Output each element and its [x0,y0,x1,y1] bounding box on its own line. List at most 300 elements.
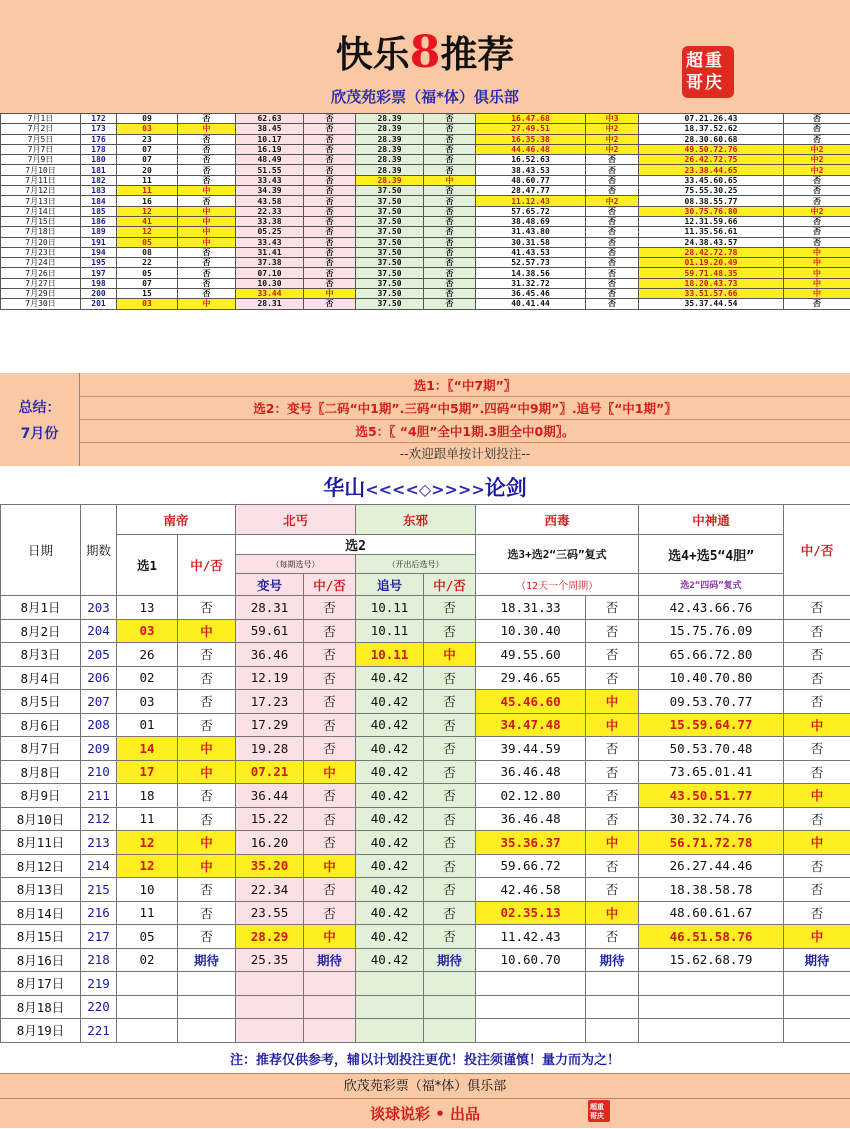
group-zhongshentong: 中神通 [639,505,784,535]
table-row [1,206,850,216]
table-cell: 10.11 [356,596,424,620]
table-cell: 212 [81,807,117,831]
table-cell: 01.19.20.49 [639,258,784,268]
table-cell: 14 [117,737,178,761]
table-cell [178,995,236,1019]
table-row [1,784,850,808]
table-cell: 否 [586,737,639,761]
table-cell: 220 [81,995,117,1019]
table-cell: 否 [424,737,476,761]
table-cell: 56.71.72.78 [639,831,784,855]
table-cell: 否 [178,690,236,714]
table-cell: 42.46.58 [476,878,586,902]
table-cell: 否 [424,237,476,247]
table-cell: 中2 [784,144,850,154]
table-cell: 否 [586,237,639,247]
table-cell: 37.50 [356,216,424,226]
table-cell: 否 [304,737,356,761]
table-cell: 否 [784,643,850,667]
table-cell: 28.29 [236,925,304,949]
table-cell [117,1019,178,1043]
table-cell [784,972,850,996]
table-cell: 28.30.60.68 [639,134,784,144]
table-cell: 18.37.52.62 [639,124,784,134]
table-cell: 17.23 [236,690,304,714]
table-cell: 7月1日 [1,114,81,124]
table-cell: 否 [424,268,476,278]
table-cell: 48.49 [236,155,304,165]
table-cell: 中 [178,619,236,643]
table-cell: 中2 [586,144,639,154]
table-cell: 16.20 [236,831,304,855]
table-cell: 8月8日 [1,760,81,784]
col-sel4-sub: 选2“四码”复式 [639,574,784,596]
table-cell: 否 [304,713,356,737]
table-cell: 否 [784,901,850,925]
table-cell: 62.63 [236,114,304,124]
table-cell: 否 [178,247,236,257]
table-cell: 43.58 [236,196,304,206]
table-cell: 189 [81,227,117,237]
table-cell: 43.50.51.77 [639,784,784,808]
table-cell: 8月14日 [1,901,81,925]
table-cell: 37.38 [236,258,304,268]
table-cell: 198 [81,278,117,288]
table-cell: 178 [81,144,117,154]
table-row [1,114,850,124]
table-cell: 中 [784,713,850,737]
table-cell: 65.66.72.80 [639,643,784,667]
table-cell: 否 [304,807,356,831]
table-cell: 09.53.70.77 [639,690,784,714]
table-cell [476,995,586,1019]
table-cell: 否 [304,186,356,196]
table-cell [236,972,304,996]
table-cell: 7月10日 [1,165,81,175]
summary-line-4: --欢迎跟单按计划投注-- [80,444,850,464]
table-cell: 52.57.73 [476,258,586,268]
table-cell: 208 [81,713,117,737]
table-cell: 49.50.72.76 [639,144,784,154]
table-cell: 28.39 [356,175,424,185]
table-cell: 否 [586,165,639,175]
table-cell: 07 [117,144,178,154]
table-row [1,175,850,185]
table-cell [586,995,639,1019]
table-cell: 11 [117,175,178,185]
table-cell: 37.50 [356,258,424,268]
table-cell: 05.25 [236,227,304,237]
table-cell: 7月7日 [1,144,81,154]
table-cell: 203 [81,596,117,620]
table-row [1,289,850,299]
table-cell: 否 [178,925,236,949]
table-cell: 214 [81,854,117,878]
table-cell: 否 [586,289,639,299]
table-cell: 176 [81,134,117,144]
table-cell: 否 [784,666,850,690]
table-cell: 否 [178,278,236,288]
table-cell: 否 [424,854,476,878]
table-cell: 36.46.48 [476,807,586,831]
table-cell: 36.44 [236,784,304,808]
table-cell [424,972,476,996]
col-sel1: 选1 [117,535,178,596]
table-cell: 07 [117,278,178,288]
table-cell: 8月3日 [1,643,81,667]
table-cell: 218 [81,948,117,972]
table-row [1,737,850,761]
table-cell: 否 [424,713,476,737]
table-cell: 30.75.76.80 [639,206,784,216]
table-cell: 10.17 [236,134,304,144]
table-cell: 194 [81,247,117,257]
table-cell: 期待 [784,948,850,972]
table-cell: 23.38.44.65 [639,165,784,175]
table-cell: 39.44.59 [476,737,586,761]
table-cell: 否 [784,175,850,185]
table-row [1,972,850,996]
table-cell: 否 [304,666,356,690]
table-cell: 否 [586,155,639,165]
col-sel2-note-b: （开出后选号） [356,555,476,574]
disclaimer-note: 注：推荐仅供参考，辅以计划投注更优！投注须谨慎！量力而为之！ [0,1050,850,1072]
table-cell [476,1019,586,1043]
table-cell: 40.42 [356,878,424,902]
table-cell: 7月15日 [1,216,81,226]
table-row [1,227,850,237]
table-cell: 否 [304,227,356,237]
table-cell: 否 [304,196,356,206]
table-cell: 8月4日 [1,666,81,690]
table-cell: 否 [178,643,236,667]
table-cell: 否 [178,175,236,185]
table-cell: 否 [784,196,850,206]
table-row [1,925,850,949]
table-cell: 否 [424,299,476,309]
table-cell: 否 [424,247,476,257]
table-cell: 180 [81,155,117,165]
table-cell: 19.28 [236,737,304,761]
table-cell: 否 [424,831,476,855]
table-row [1,134,850,144]
table-cell: 否 [178,596,236,620]
table-cell: 219 [81,972,117,996]
table-cell: 03 [117,299,178,309]
table-cell: 否 [586,854,639,878]
table-row [1,901,850,925]
col-hit-3: 中/否 [424,574,476,596]
table-cell: 否 [424,165,476,175]
table-cell: 35.37.44.54 [639,299,784,309]
table-row [1,619,850,643]
table-cell: 7月12日 [1,186,81,196]
table-cell: 中2 [784,155,850,165]
table-row [1,278,850,288]
table-row [1,1019,850,1043]
table-cell: 否 [304,901,356,925]
table-cell: 否 [424,784,476,808]
table-cell: 否 [586,807,639,831]
table-cell [356,1019,424,1043]
table-cell: 206 [81,666,117,690]
table-cell: 否 [784,114,850,124]
table-cell: 46.51.58.76 [639,925,784,949]
table-cell: 34.47.48 [476,713,586,737]
table-cell: 中2 [784,165,850,175]
table-cell: 中 [784,247,850,257]
table-cell: 否 [304,258,356,268]
table-cell: 否 [304,878,356,902]
table-cell: 40.42 [356,948,424,972]
table-cell: 10.40.70.80 [639,666,784,690]
table-cell: 17.29 [236,713,304,737]
table-cell: 59.71.48.35 [639,268,784,278]
table-cell: 否 [784,216,850,226]
table-cell [236,1019,304,1043]
table-row [1,807,850,831]
table-cell: 10.30 [236,278,304,288]
table-row [1,948,850,972]
table-cell: 34.39 [236,186,304,196]
table-cell: 否 [304,144,356,154]
table-cell: 11 [117,186,178,196]
table-cell: 中 [304,760,356,784]
table-cell: 否 [784,737,850,761]
table-cell: 183 [81,186,117,196]
section-title: 华山<<<<◇>>>>论剑 [0,470,850,506]
table-cell: 17 [117,760,178,784]
table-cell: 中3 [586,114,639,124]
table-cell: 37.50 [356,278,424,288]
table-cell: 8月6日 [1,713,81,737]
table-cell [784,995,850,1019]
table-cell: 31.32.72 [476,278,586,288]
table-cell: 8月15日 [1,925,81,949]
table-cell: 中2 [586,196,639,206]
group-xidu: 西毒 [476,505,639,535]
table-cell: 否 [178,155,236,165]
table-cell: 中 [586,690,639,714]
col-sel2: 选2 [236,535,476,555]
table-cell [117,972,178,996]
table-cell: 30.31.58 [476,237,586,247]
table-cell: 24.38.43.57 [639,237,784,247]
table-cell: 否 [586,216,639,226]
table-cell: 否 [784,134,850,144]
table-cell: 否 [178,196,236,206]
table-cell: 28.39 [356,134,424,144]
table-cell: 否 [304,268,356,278]
table-cell: 36.46.48 [476,760,586,784]
table-cell: 204 [81,619,117,643]
table-row [1,268,850,278]
table-cell: 16.35.38 [476,134,586,144]
table-cell: 否 [178,165,236,175]
table-cell: 否 [784,596,850,620]
table-cell: 40.42 [356,690,424,714]
table-row [1,878,850,902]
col-sel3-cycle: （12天一个周期） [476,574,639,596]
table-cell: 否 [178,114,236,124]
col-sel2-note-a: （每期选号） [236,555,356,574]
table-cell: 185 [81,206,117,216]
table-cell: 37.50 [356,289,424,299]
table-cell: 11 [117,901,178,925]
table-cell: 12 [117,831,178,855]
table-cell: 否 [304,643,356,667]
table-cell: 否 [304,134,356,144]
table-cell: 否 [586,925,639,949]
table-cell: 07.10 [236,268,304,278]
table-cell: 191 [81,237,117,247]
table-cell: 否 [304,619,356,643]
table-cell: 否 [424,155,476,165]
table-cell: 73.65.01.41 [639,760,784,784]
table-cell [639,972,784,996]
table-cell: 否 [304,299,356,309]
table-cell: 28.47.77 [476,186,586,196]
table-cell: 18.20.43.73 [639,278,784,288]
table-cell: 10 [117,878,178,902]
table-cell: 33.45.60.65 [639,175,784,185]
table-row [1,831,850,855]
table-cell: 18 [117,784,178,808]
table-cell [586,972,639,996]
july-table [0,113,850,310]
table-cell: 181 [81,165,117,175]
august-table [0,504,850,1043]
table-cell: 期待 [586,948,639,972]
col-sel4: 选4+选5“4胆” [639,535,784,574]
table-cell: 211 [81,784,117,808]
table-cell: 否 [424,596,476,620]
table-cell: 否 [424,134,476,144]
table-cell: 否 [304,278,356,288]
table-cell: 7月26日 [1,268,81,278]
table-row [1,155,850,165]
table-cell [784,1019,850,1043]
table-row [1,995,850,1019]
table-cell: 7月2日 [1,124,81,134]
table-cell: 23.55 [236,901,304,925]
table-cell: 01 [117,713,178,737]
table-row [1,760,850,784]
table-cell: 否 [178,878,236,902]
table-cell: 37.50 [356,186,424,196]
table-cell: 否 [304,155,356,165]
table-cell: 11.35.56.61 [639,227,784,237]
table-cell: 否 [784,854,850,878]
table-cell: 195 [81,258,117,268]
table-cell: 中 [784,925,850,949]
table-cell: 期待 [424,948,476,972]
table-cell: 中 [586,831,639,855]
table-cell: 否 [586,247,639,257]
table-cell: 59.66.72 [476,854,586,878]
table-cell: 221 [81,1019,117,1043]
table-cell: 8月7日 [1,737,81,761]
table-cell: 11.12.43 [476,196,586,206]
table-cell: 否 [424,216,476,226]
table-cell: 否 [304,237,356,247]
table-cell: 中 [304,289,356,299]
table-cell: 40.42 [356,925,424,949]
table-cell: 27.49.51 [476,124,586,134]
table-cell: 216 [81,901,117,925]
table-cell: 否 [178,901,236,925]
table-cell [304,1019,356,1043]
table-cell: 否 [424,807,476,831]
table-cell [304,972,356,996]
table-cell: 8月5日 [1,690,81,714]
table-cell: 22.34 [236,878,304,902]
table-cell: 否 [784,227,850,237]
col-date: 日期 [1,505,81,596]
table-cell: 28.42.72.78 [639,247,784,257]
summary-line-1: 选1：〖“中7期”〗 [80,375,850,397]
table-cell: 40.42 [356,901,424,925]
table-cell: 中 [784,784,850,808]
table-cell: 215 [81,878,117,902]
table-cell [178,972,236,996]
table-cell: 37.50 [356,206,424,216]
table-cell: 中 [178,206,236,216]
table-cell: 57.65.72 [476,206,586,216]
table-cell: 40.42 [356,737,424,761]
table-cell: 8月2日 [1,619,81,643]
table-row [1,124,850,134]
table-cell: 16.19 [236,144,304,154]
table-cell: 否 [304,216,356,226]
table-cell: 中 [424,643,476,667]
table-cell: 08 [117,247,178,257]
table-cell: 31.41 [236,247,304,257]
table-cell: 否 [424,186,476,196]
page-title: 快乐8推荐 [0,30,850,77]
table-cell: 否 [178,268,236,278]
table-cell: 否 [784,878,850,902]
table-cell: 中 [784,258,850,268]
table-cell: 28.31 [236,299,304,309]
table-cell: 16 [117,196,178,206]
table-cell: 否 [304,175,356,185]
table-cell [639,995,784,1019]
table-cell: 33.51.57.66 [639,289,784,299]
table-cell: 7月23日 [1,247,81,257]
table-cell: 8月12日 [1,854,81,878]
table-cell: 38.48.69 [476,216,586,226]
table-cell: 7月29日 [1,289,81,299]
table-cell: 02 [117,666,178,690]
table-cell: 44.46.48 [476,144,586,154]
table-cell: 8月17日 [1,972,81,996]
table-cell: 201 [81,299,117,309]
club-subtitle: 欣茂苑彩票（福*体）俱乐部 [0,86,850,107]
table-cell: 否 [586,596,639,620]
table-cell: 51.55 [236,165,304,175]
table-cell: 37.50 [356,237,424,247]
table-cell: 08.38.55.77 [639,196,784,206]
table-cell: 否 [178,784,236,808]
table-cell: 8月11日 [1,831,81,855]
table-cell: 否 [304,690,356,714]
table-cell: 否 [304,247,356,257]
table-cell [424,995,476,1019]
table-cell: 否 [304,206,356,216]
table-cell [586,1019,639,1043]
table-cell: 否 [424,124,476,134]
